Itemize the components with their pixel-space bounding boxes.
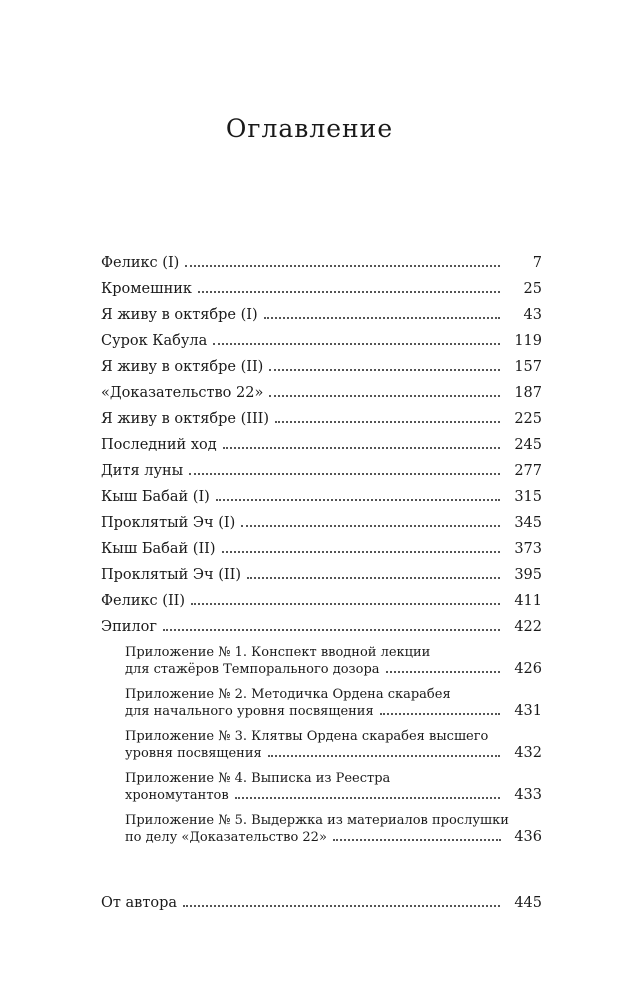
toc-entry-title: «Доказательство 22» [101, 385, 264, 401]
dot-leader [189, 473, 500, 475]
appendix-page: 432 [514, 745, 542, 761]
toc-entry-page: 373 [514, 541, 542, 557]
toc-appendix-2[interactable] [125, 678, 542, 720]
toc-entry-page: 277 [514, 463, 542, 479]
toc-entry-october-3[interactable] [101, 402, 542, 428]
toc-entry-title: Кромешник [101, 281, 192, 297]
toc-entry-october-1[interactable] [101, 298, 542, 324]
appendix-title-line2: для стажёров Темпорального дозора [125, 662, 380, 677]
toc-entry-title: От автора [101, 895, 178, 911]
dot-leader [269, 369, 500, 371]
toc-entry-title: Проклятый Эч (II) [101, 567, 241, 583]
dot-leader [223, 447, 500, 449]
dot-leader [213, 343, 500, 345]
dot-leader [386, 671, 500, 673]
dot-leader [198, 291, 500, 293]
appendix-title-line1: Приложение № 1. Конспект вводной лекции [125, 645, 431, 660]
toc-entry-last-move[interactable] [101, 428, 542, 454]
section-gap [101, 846, 542, 886]
toc-entry-title: Кыш Бабай (II) [101, 541, 216, 557]
toc-entry-title: Кыш Бабай (I) [101, 489, 210, 505]
appendix-page: 431 [514, 703, 542, 719]
dot-leader [185, 265, 500, 267]
toc-entry-page: 157 [514, 359, 542, 375]
toc-entry-page: 119 [514, 333, 542, 349]
toc-entry-kysh-babai-1[interactable] [101, 480, 542, 506]
dot-leader [380, 713, 500, 715]
toc-entry-title: Феликс (I) [101, 255, 180, 271]
toc-entry-october-2[interactable] [101, 350, 542, 376]
dot-leader [183, 905, 500, 907]
toc-entry-page: 395 [514, 567, 542, 583]
dot-leader [216, 499, 500, 501]
toc-entry-proof-22[interactable] [101, 376, 542, 402]
toc-entry-epilogue[interactable] [101, 610, 542, 636]
toc-appendix-1[interactable] [125, 636, 542, 678]
toc-entry-page: 187 [514, 385, 542, 401]
dot-leader [235, 797, 500, 799]
dot-leader [191, 603, 500, 605]
toc-entry-from-author[interactable] [101, 886, 542, 912]
toc-entry-kromeshnik[interactable] [101, 272, 542, 298]
toc-entry-moon-child[interactable] [101, 454, 542, 480]
toc-entry-surok-kabula[interactable] [101, 324, 542, 350]
toc-entry-felix-1[interactable] [101, 246, 542, 272]
toc-entry-title: Феликс (II) [101, 593, 186, 609]
toc-entry-page: 422 [514, 619, 542, 635]
appendix-title-line2: уровня посвящения [125, 746, 262, 761]
toc-entry-page: 225 [514, 411, 542, 427]
toc-appendix-5[interactable] [125, 804, 542, 846]
appendix-title-line2: хрономутантов [125, 788, 229, 803]
toc-entry-page: 411 [514, 593, 542, 609]
toc-entry-felix-2[interactable] [101, 584, 542, 610]
toc-appendix-4[interactable] [125, 762, 542, 804]
appendix-page: 426 [514, 661, 542, 677]
appendix-page: 433 [514, 787, 542, 803]
appendix-title-line2: для начального уровня посвящения [125, 704, 374, 719]
toc-entry-title: Я живу в октябре (III) [101, 411, 270, 427]
dot-leader [268, 755, 500, 757]
appendix-page: 436 [514, 829, 542, 845]
dot-leader [333, 839, 501, 841]
toc-entry-title: Я живу в октябре (II) [101, 359, 264, 375]
page-title: Оглавление [225, 114, 394, 143]
appendix-title-line2: по делу «Доказательство 22» [125, 830, 327, 845]
dot-leader [247, 577, 500, 579]
toc-entry-page: 245 [514, 437, 542, 453]
toc-entry-cursed-ech-1[interactable] [101, 506, 542, 532]
dot-leader [269, 395, 500, 397]
dot-leader [264, 317, 500, 319]
toc-appendix-3[interactable] [125, 720, 542, 762]
appendix-title-line1: Приложение № 5. Выдержка из материалов прослушки [125, 813, 509, 828]
dot-leader [241, 525, 500, 527]
toc-entry-title: Дитя луны [101, 463, 184, 479]
appendix-title-line1: Приложение № 4. Выписка из Реестра [125, 771, 391, 786]
appendix-title-line1: Приложение № 3. Клятвы Ордена скарабея высшего [125, 729, 489, 744]
toc-entry-page: 445 [514, 895, 542, 911]
toc-entry-page: 345 [514, 515, 542, 531]
toc-entry-title: Эпилог [101, 619, 157, 635]
toc-entry-title: Последний ход [101, 437, 217, 453]
toc-entry-title: Сурок Кабула [101, 333, 208, 349]
toc-entry-page: 25 [523, 281, 542, 297]
toc-entry-page: 7 [532, 255, 542, 271]
dot-leader [275, 421, 500, 423]
toc-entry-kysh-babai-2[interactable] [101, 532, 542, 558]
toc-entry-title: Я живу в октябре (I) [101, 307, 258, 323]
dot-leader [222, 551, 500, 553]
toc-entry-page: 43 [523, 307, 542, 323]
table-of-contents [101, 246, 542, 912]
dot-leader [163, 629, 500, 631]
appendix-title-line1: Приложение № 2. Методичка Ордена скарабея [125, 687, 451, 702]
toc-entry-title: Проклятый Эч (I) [101, 515, 236, 531]
toc-entry-cursed-ech-2[interactable] [101, 558, 542, 584]
toc-entry-page: 315 [514, 489, 542, 505]
